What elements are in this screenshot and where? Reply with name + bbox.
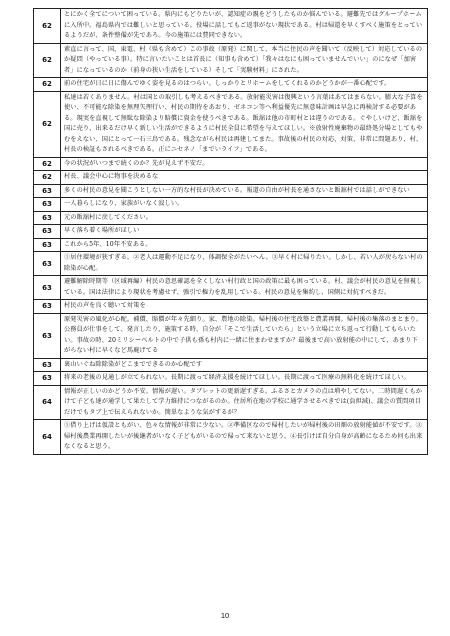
comment-text: ①借り上げは仮設ともがい、色々な情報が非常に少ない。②準備区なので帰村したいが帰村後の田畑の放射能値が不安です。③帰村後農業再開したいが後継者がいなく子どもがいるので帰って来ないと思う。④長引けば自分自身が高齢になるため何も出来なくなると思う。: [61, 420, 428, 455]
table-row: [34, 313, 428, 358]
respondent-number: 64: [34, 420, 61, 455]
table-row: [34, 238, 428, 252]
table-row: [34, 184, 428, 198]
table-row: [34, 211, 428, 225]
respondent-number: 62: [34, 91, 61, 157]
table-row: [34, 372, 428, 386]
respondent-number: 63: [34, 358, 61, 372]
respondent-number: 63: [34, 238, 61, 252]
comment-text: とにかく全てについて困っている。県内にもどりたいが、認知症の親をどうしたものか悩んでいる。避難先ではグループホームに入所中。福島県内では難しいと思っている。役場に話してもご返事がない現状である。村は帰還を早くすべく施策をとっているようだが、条件整備が先であろ。今の施策には賛同できない。: [61, 9, 428, 44]
respondent-number: 63: [34, 300, 61, 314]
table-row: [34, 276, 428, 300]
respondent-number: 62: [34, 43, 61, 78]
comment-text: 早く落ち着く場所がほしい: [61, 225, 428, 239]
comment-text: ①居住環境が狭すぎる。②老人は運動不足になり、体調保全がたいへん。③早く村に帰りたい。しかし、若い人が戻らない村の除染が心配。: [61, 252, 428, 276]
comment-text: 村長、議会中心に物事を決めるな: [61, 171, 428, 185]
table-row: [34, 420, 428, 455]
respondent-number: 63: [34, 211, 61, 225]
comment-text: 原発災害の風化が心配。補償、賠償が年々先細り。家、農地の除染。帰村後の住宅改築と農業再開。帰村後の集落のまとまり。公務員が仕事をして、発言したり、施策する時、自分が「そこで生活していたら」という立場に立ち返って行動してもらいたい。事故の時、20ミリシーベルトの中で子供も孫も村内に一緒に住まわせますか？最後まで高い放射能の中にして、あまり下がらない村に早くなど馬鹿げてる: [61, 313, 428, 358]
table-row: [34, 198, 428, 212]
comment-text: 一人暮らしになり、家族がいなく寂しい。: [61, 198, 428, 212]
comment-text: 情報が正しいのかどうか不安。情報が遅い。タブレットの更新遅すぎる。ふるさとカメラの点は増やしてない。二時間遅くもかけて子ども達が通学して果たして学力維持につながるのか。住居所在地の学校に通学させるべきでは(負担減)、議会の質問項目だけでもタブ上で伝えられないか。簡単なような気がするが？: [61, 385, 428, 420]
table-row: [34, 358, 428, 372]
respondent-number: 63: [34, 372, 61, 386]
table-row: [34, 9, 428, 44]
comment-text: 素直に言って、国、東電、村（県も含めて）この事故（原発）に関して、本当に住民の声を聞いて（反映して）対応しているのか疑問（やっている事）。特に言いたいことは首長に（知事も含めて）「我々はなにも困っていませんでいい」のになぜ「加害者」になっているのか（前身の狭い生活をしている）そして「実験材料」にされた。: [61, 43, 428, 78]
comment-text: 前の住宅が日に日に傷んでゆく姿を見るのはつらい。しっかりとリホームをしてくれるのかどうかが一番心配です。: [61, 78, 428, 92]
respondent-number: 62: [34, 171, 61, 185]
comment-text: 村民の声を良く聴いて対策を: [61, 300, 428, 314]
table-row: [34, 171, 428, 185]
respondent-number: 63: [34, 276, 61, 300]
comment-text: 元の飯舘村に戻してください。: [61, 211, 428, 225]
comment-text: 私達は若くありません。村は国との取引しも考えるべきである。放射能災害は復興という言葉はあてはまらない。膨大な予算を使い、不可能な除染を無理矢理行い、村民の期待をあおり、ゼネコン等へ利益優先に無意味計画は早急に再検討する必要がある。現実を直視して無駄な除染より賠償に資金を使うべきである。飯舘は他の市町村とは違うのである。ぐやしいけど、飯舘を国に売り、出来るだけ早く新しい生活ができるように村民全員に希望を与えてほしい。※放射性廃棄物の最終処分場としてもやむをえない、国にとって一石三鳥である。残念ながら村民は再建してまた。事故後の村民の対応、対策、非常に問題あり、村、村長の検証もされるべきである。正にニセネノ「までいライフ」である。: [61, 91, 428, 157]
respondent-number: 63: [34, 225, 61, 239]
comment-text: 裏山いぐね除除染がどこまでできるのか心配です: [61, 358, 428, 372]
table-row: [34, 252, 428, 276]
comment-text: 多くの村民の意見を聞こうとしない一方的な村長が決めている。報道の自由が村長を通さないと飯舘村では話しができない: [61, 184, 428, 198]
table-row: [34, 78, 428, 92]
table-row: [34, 385, 428, 420]
comments-table: [33, 8, 428, 455]
respondent-number: 63: [34, 198, 61, 212]
respondent-number: 64: [34, 385, 61, 420]
comments-table-body: [34, 9, 428, 455]
respondent-number: 63: [34, 313, 61, 358]
comment-text: 将来の老後の見通しが立てられない。長期に渡って経済支援を続けてほしい。長期に渡って医療の無料化を続けてほしい。: [61, 372, 428, 386]
survey-comments-page: [33, 8, 428, 455]
respondent-number: 62: [34, 9, 61, 44]
table-row: [34, 225, 428, 239]
table-row: [34, 157, 428, 171]
page-number: 10: [220, 611, 230, 620]
comment-text: 避難解除時期等（区域再編）村民の意思確認を全くしない村行政と国の政策に最も困っている。村、議会が村民の意見を無視している。国は法律により現状を考慮せず、強引で権力を乱用している。村民の意見を集約し、国側に対抗すべきだ。: [61, 276, 428, 300]
respondent-number: 63: [34, 252, 61, 276]
comment-text: 今の状況がいつまで続くのか？先が見えず不安だ。: [61, 157, 428, 171]
comment-text: これから5年、10年不安ある。: [61, 238, 428, 252]
respondent-number: 63: [34, 184, 61, 198]
table-row: [34, 91, 428, 157]
table-row: [34, 300, 428, 314]
respondent-number: 62: [34, 78, 61, 92]
table-row: [34, 43, 428, 78]
respondent-number: 62: [34, 157, 61, 171]
